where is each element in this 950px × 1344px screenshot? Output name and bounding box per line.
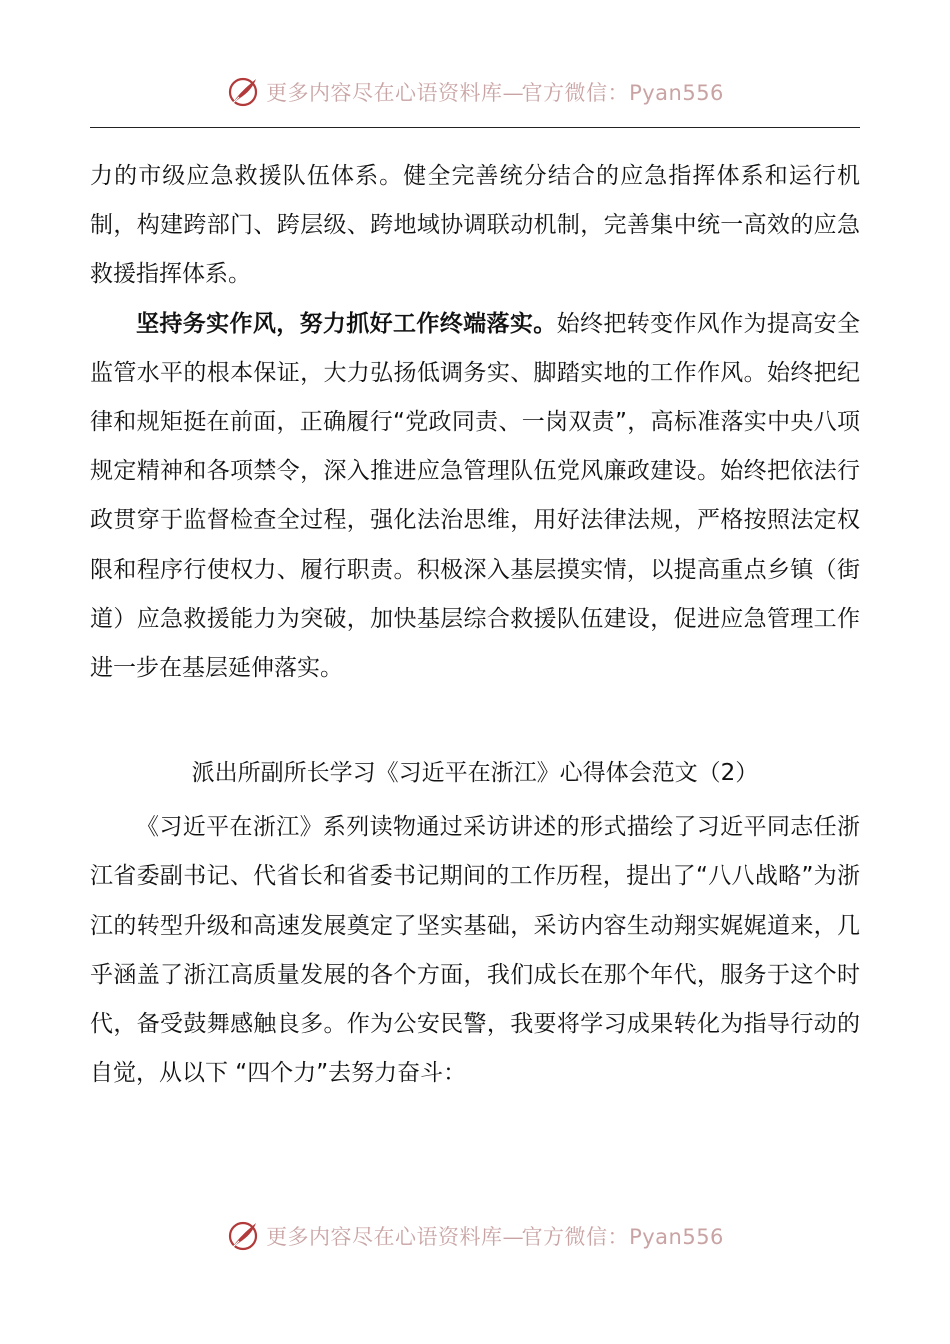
paragraph-2-lead: 坚持务实作风，努力抓好工作终端落实。 [136, 310, 557, 337]
header-wechat-label: 官方微信： [521, 81, 630, 105]
paragraph-2-text: 始终把转变作风作为提高安全监管水平的根本保证，大力弘扬低调务实、脚踏实地的工作作风。始终把纪律和规矩挺在前面，正确履行“党政同责、一岗双责”，高标准落实中央八项规定精神和各项禁令，深入推进应急管理队伍党风廉政建设。始终把依法行政贯穿于监督检查全过程，强化法治思维，用好法律法规，严格按照法定权限和程序行使权力、履行职责。积极深入基层摸实情，以提高重点乡镇（街道）应急救援能力为突破，加快基层综合救援队伍建设，促进应急管理工作进一步在基层延伸落实。 [90, 310, 861, 682]
footer-wechat-label: 官方微信： [521, 1225, 630, 1249]
quill-logo-icon [226, 75, 260, 109]
header-separator: — [502, 81, 522, 105]
footer-wechat-id: Pyan556 [629, 1225, 724, 1249]
quill-logo-icon [226, 1219, 260, 1253]
footer-separator: — [502, 1225, 522, 1249]
paragraph-2 [90, 300, 860, 694]
header-site-text: 更多内容尽在心语资料库 [266, 81, 503, 105]
section-gap [90, 693, 860, 753]
header-wechat-id: Pyan556 [629, 81, 724, 105]
section-title: 派出所副所长学习《习近平在浙江》心得体会范文（2） [191, 760, 759, 787]
footer-banner-text [266, 1221, 724, 1251]
header-divider [90, 127, 860, 128]
header-banner-text [266, 77, 724, 107]
paragraph-1: 力的市级应急救援队伍体系。健全完善统分结合的应急指挥体系和运行机制，构建跨部门、跨层级、跨地域协调联动机制，完善集中统一高效的应急救援指挥体系。 [90, 163, 860, 288]
paragraph-3: 《习近平在浙江》系列读物通过采访讲述的形式描绘了习近平同志任浙江省委副书记、代省长和省委书记期间的工作历程，提出了“八八战略”为浙江的转型升级和高速发展奠定了坚实基础，采访内容生动翔实娓娓道来，几乎涵盖了浙江高质量发展的各个方面，我们成长在那个年代，服务于这个时代，备受鼓舞感触良多。作为公安民警，我要将学习成果转化为指导行动的自觉，从以下 “四个力”去努力奋斗： [90, 814, 860, 1087]
footer-site-text: 更多内容尽在心语资料库 [266, 1225, 503, 1249]
header-banner [0, 70, 950, 114]
footer-banner [0, 1214, 950, 1258]
document-body [90, 152, 860, 1098]
